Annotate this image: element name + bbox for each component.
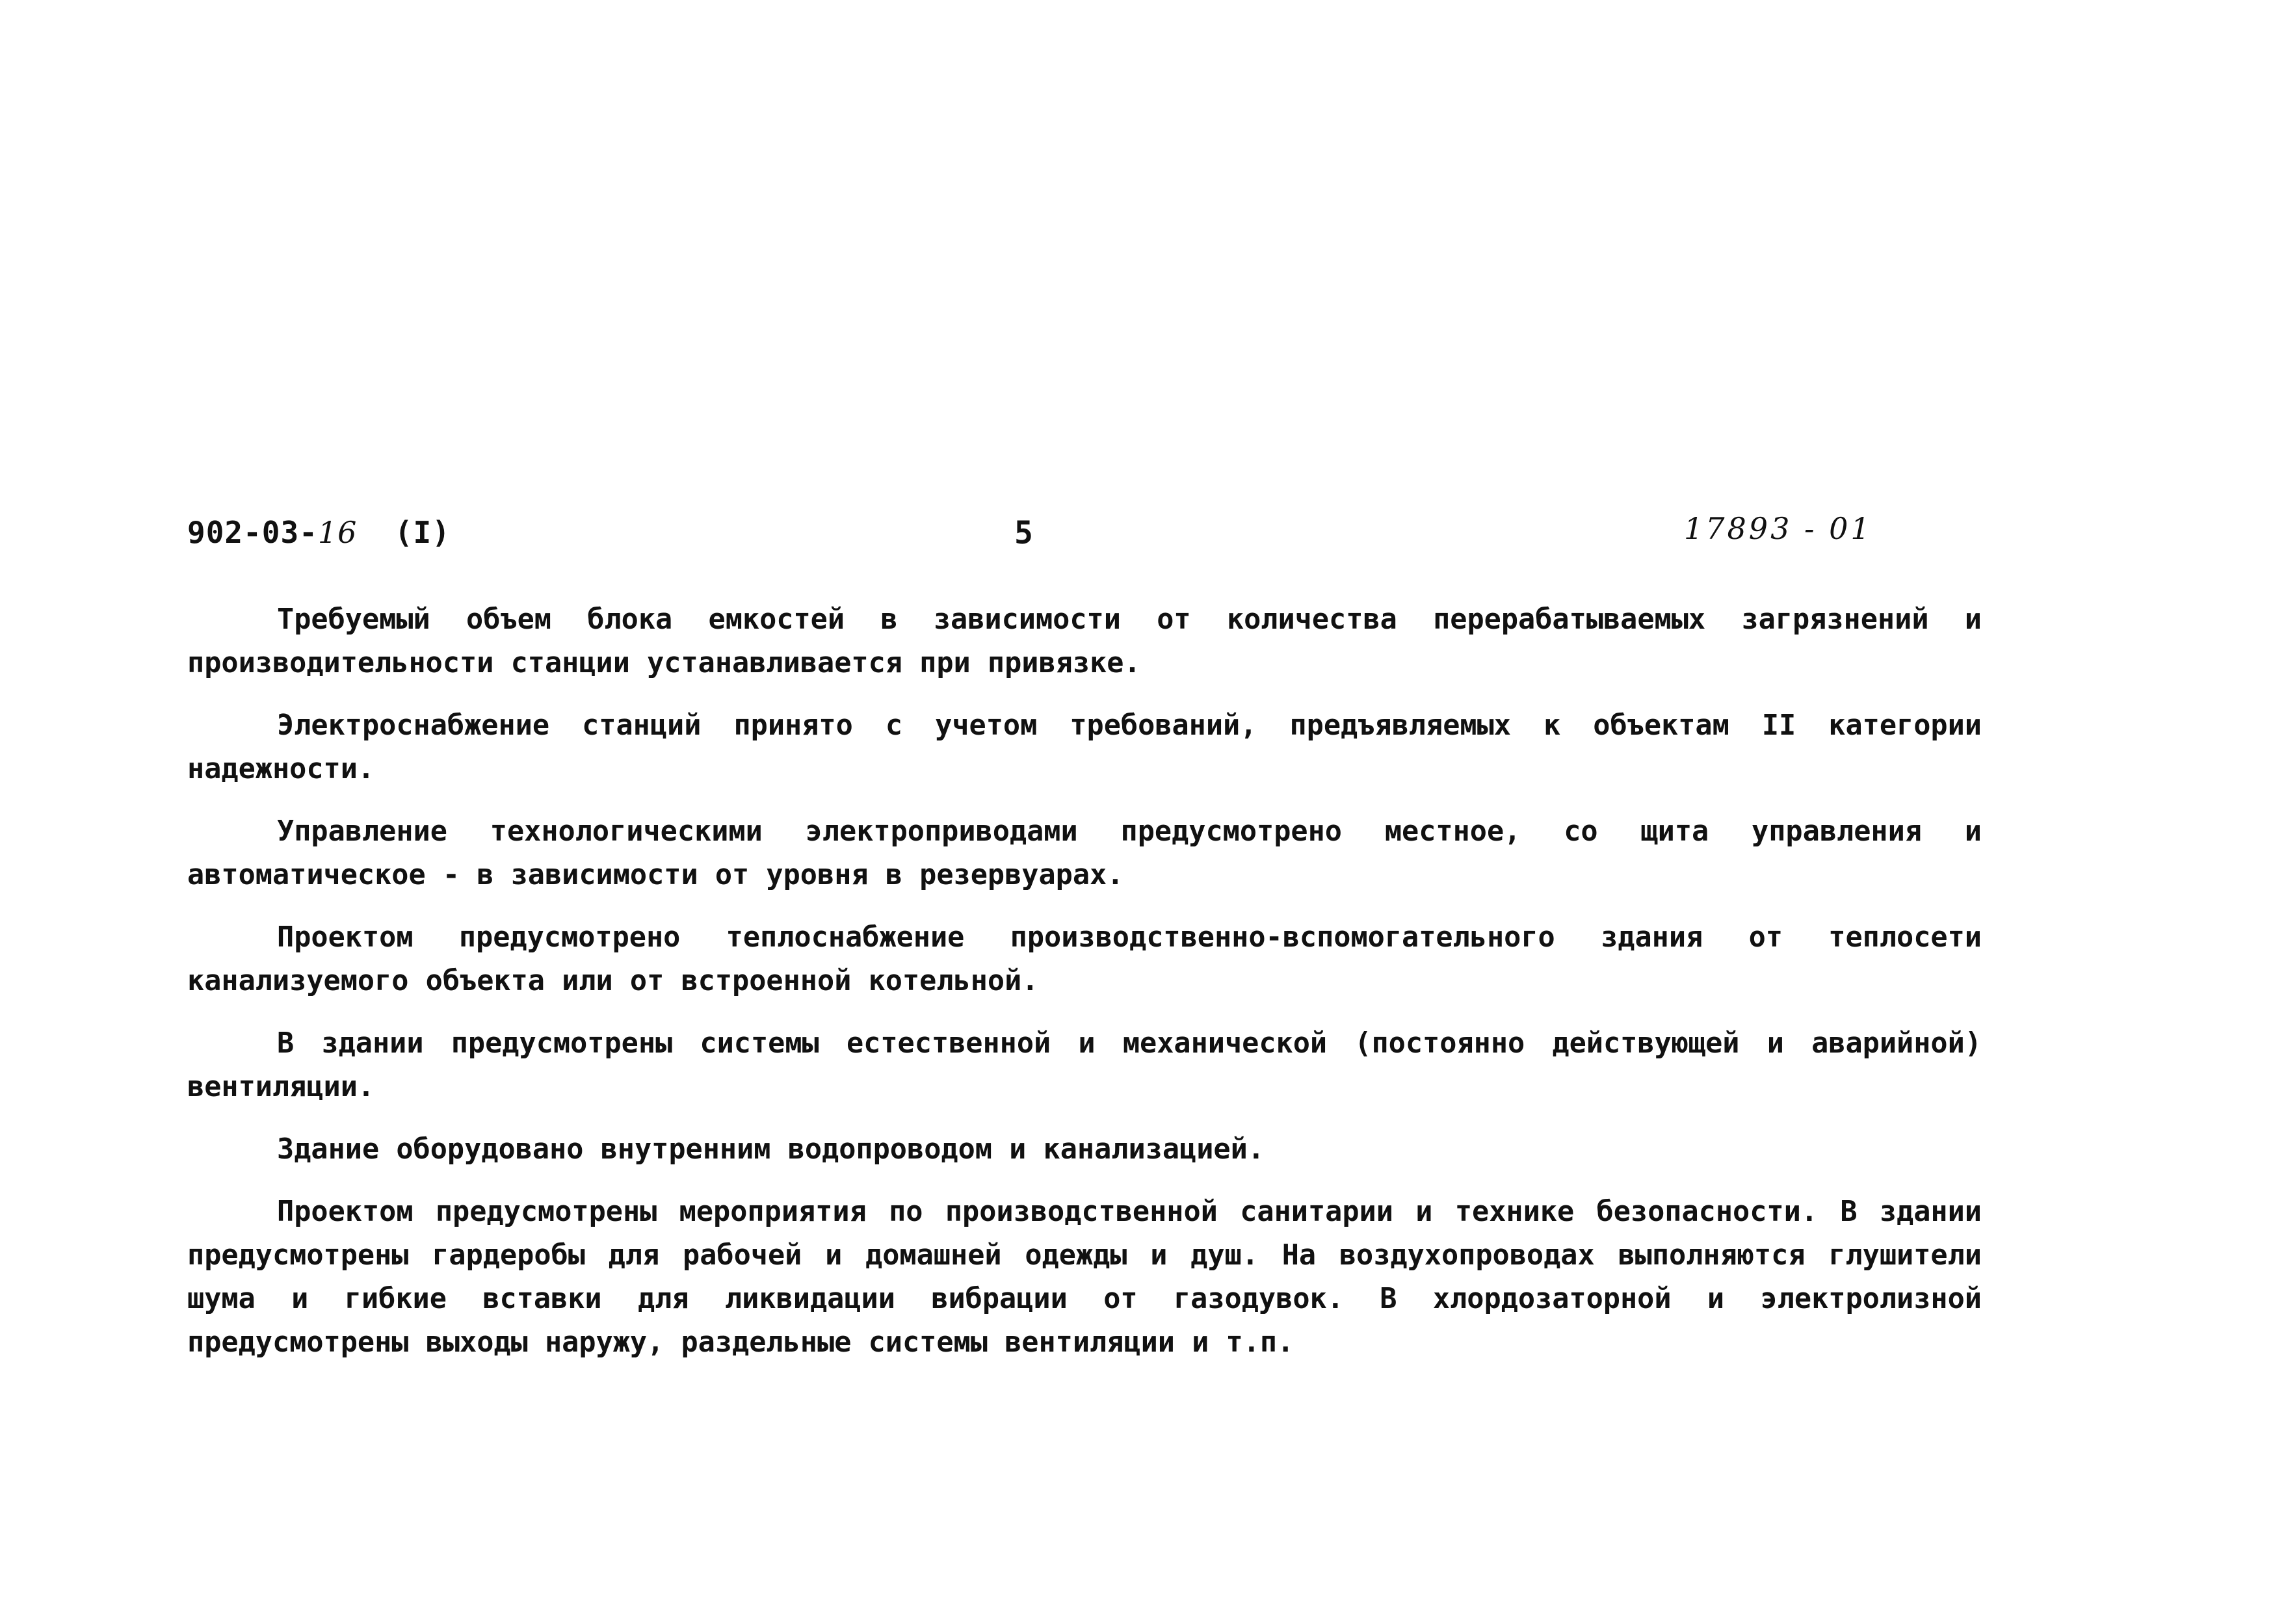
paragraph: Электроснабжение станций принято с учетом требований, предъявляемых к объектам II категории надежности. [187,709,1982,785]
inventory-number: 17893 - 01 [1684,511,1872,546]
document-code-suffix: (I) [394,515,451,550]
page-number: 5 [1014,515,1033,551]
document-code-prefix: 902-03- [187,515,318,550]
paragraph: Проектом предусмотрены мероприятия по производственной санитарии и технике безопасности. В здании предусмотрены гардеробы для рабочей и домашней одежды и душ. На воздухопроводах выполняются глушители шума и гибкие вставки для ликвидации вибрации от газодувок. В хлордозаторной и электролизной предусмотрены выходы наружу, раздельные системы вентиляции и т.п. [187,1196,1982,1359]
paragraph: Требуемый объем блока емкостей в зависимости от количества перерабатываемых загрязнений и производительности станции устанавливается при привязке. [187,603,1982,679]
paragraph: Управление технологическими электроприводами предусмотрено местное, со щита управления и автоматическое - в зависимости от уровня в резервуарах. [187,815,1982,891]
body-text [187,598,1982,1383]
paragraph: Здание оборудовано внутренним водопроводом и канализацией. [277,1133,1265,1166]
page-header [0,511,2286,560]
paragraph: Проектом предусмотрено теплоснабжение производственно-вспомогательного здания от теплосети канализуемого объекта или от встроенной котельной. [187,921,1982,997]
paragraph: В здании предусмотрены системы естественной и механической (постоянно действующей и аварийной) вентиляции. [187,1027,1982,1103]
document-code-handwritten: 16 [317,515,358,550]
document-code [187,515,451,550]
